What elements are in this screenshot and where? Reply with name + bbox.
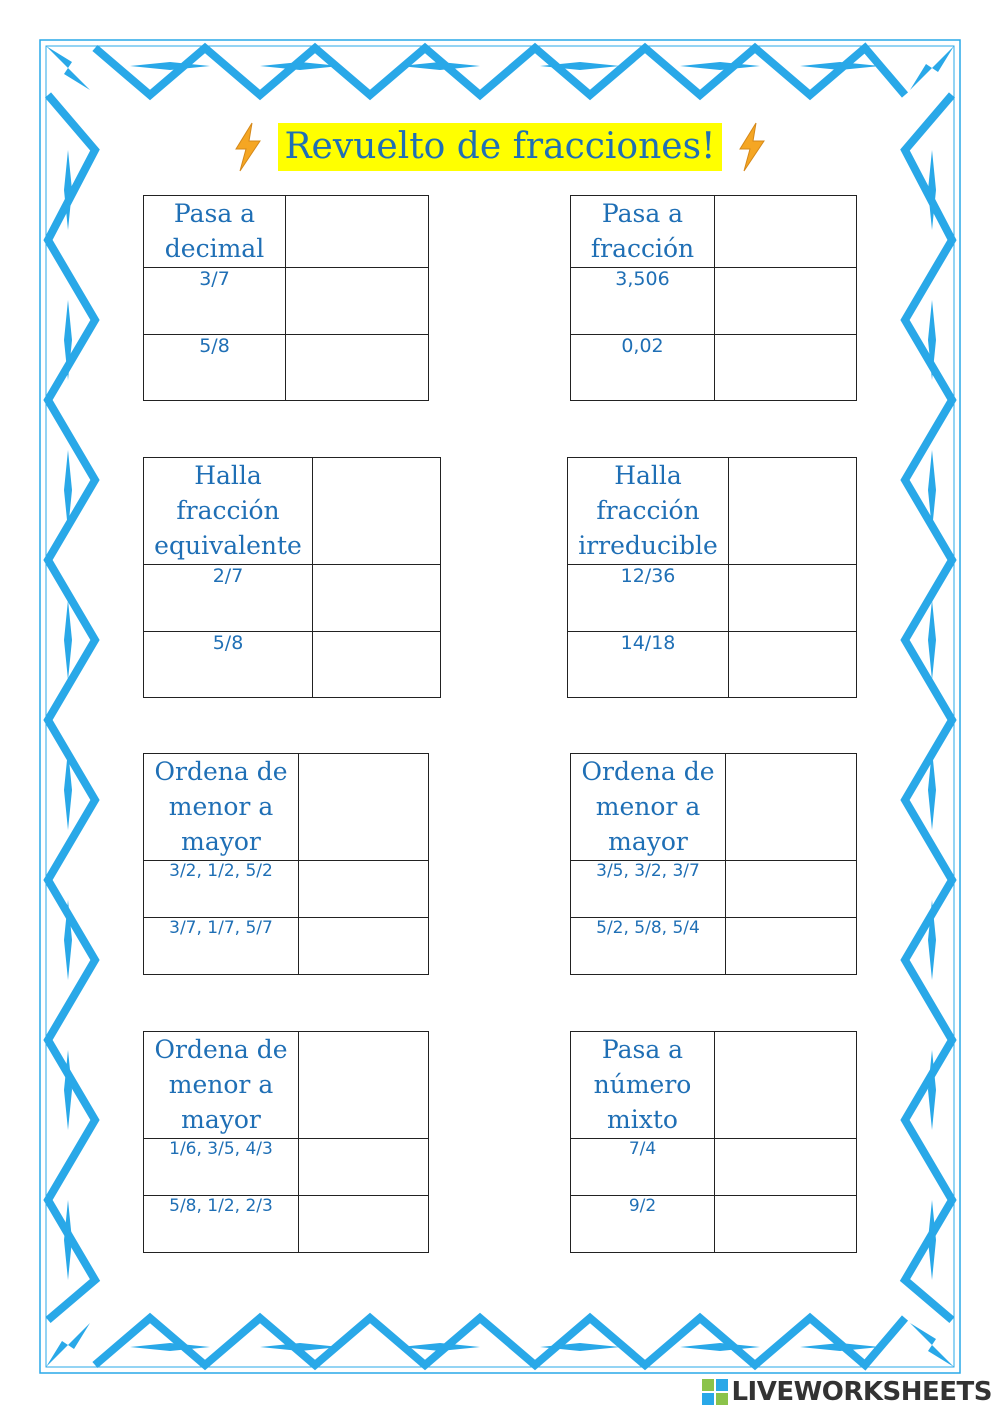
- prompt-value: 12/36: [568, 565, 729, 632]
- answer-field[interactable]: [313, 458, 441, 565]
- prompt-value: 3/2, 1/2, 5/2: [144, 861, 299, 918]
- prompt-value: 7/4: [571, 1139, 715, 1196]
- box-header: Ordena de menor a mayor: [144, 1032, 299, 1139]
- answer-field[interactable]: [299, 1139, 429, 1196]
- answer-field[interactable]: [715, 196, 857, 268]
- liveworksheets-logo[interactable]: [702, 1375, 992, 1409]
- prompt-value: 14/18: [568, 632, 729, 698]
- answer-field[interactable]: [299, 861, 429, 918]
- answer-field[interactable]: [715, 335, 857, 401]
- answer-field[interactable]: [715, 1032, 857, 1139]
- title-row: [0, 112, 1000, 182]
- prompt-value: 5/8, 1/2, 2/3: [144, 1196, 299, 1253]
- answer-field[interactable]: [715, 1139, 857, 1196]
- prompt-value: 3/5, 3/2, 3/7: [571, 861, 726, 918]
- prompt-value: 5/8: [144, 632, 313, 698]
- answer-field[interactable]: [726, 918, 857, 975]
- exercise-box-decimal: [143, 195, 429, 401]
- answer-field[interactable]: [729, 632, 857, 698]
- answer-field[interactable]: [299, 1032, 429, 1139]
- answer-field[interactable]: [726, 861, 857, 918]
- prompt-value: 0,02: [571, 335, 715, 401]
- exercise-box-mixed-number: [570, 1031, 857, 1253]
- answer-field[interactable]: [729, 565, 857, 632]
- prompt-value: 5/8: [144, 335, 286, 401]
- prompt-value: 2/7: [144, 565, 313, 632]
- answer-field[interactable]: [715, 268, 857, 335]
- box-header: Pasa a fracción: [571, 196, 715, 268]
- answer-field[interactable]: [299, 918, 429, 975]
- prompt-value: 9/2: [571, 1196, 715, 1253]
- box-header: Ordena de menor a mayor: [571, 754, 726, 861]
- lightning-bolt-icon: [228, 121, 268, 173]
- exercise-box-equivalent: [143, 457, 441, 698]
- exercise-box-order-2: [570, 753, 857, 975]
- exercise-box-order-1: [143, 753, 429, 975]
- prompt-value: 3/7, 1/7, 5/7: [144, 918, 299, 975]
- exercise-box-irreducible: [567, 457, 857, 698]
- answer-field[interactable]: [729, 458, 857, 565]
- box-header: Halla fracción irreducible: [568, 458, 729, 565]
- box-header: Pasa a decimal: [144, 196, 286, 268]
- answer-field[interactable]: [715, 1196, 857, 1253]
- exercise-box-order-3: [143, 1031, 429, 1253]
- box-header: Halla fracción equivalente: [144, 458, 313, 565]
- answer-field[interactable]: [726, 754, 857, 861]
- prompt-value: 3,506: [571, 268, 715, 335]
- answer-field[interactable]: [286, 335, 429, 401]
- prompt-value: 5/2, 5/8, 5/4: [571, 918, 726, 975]
- answer-field[interactable]: [286, 196, 429, 268]
- prompt-value: 1/6, 3/5, 4/3: [144, 1139, 299, 1196]
- worksheet-title: Revuelto de fracciones!: [278, 123, 721, 171]
- logo-text: LIVEWORKSHEETS: [731, 1377, 992, 1407]
- answer-field[interactable]: [313, 565, 441, 632]
- answer-field[interactable]: [299, 1196, 429, 1253]
- answer-field[interactable]: [313, 632, 441, 698]
- box-header: Ordena de menor a mayor: [144, 754, 299, 861]
- liveworksheets-logo-icon: [702, 1379, 728, 1405]
- exercise-box-fraction: [570, 195, 857, 401]
- prompt-value: 3/7: [144, 268, 286, 335]
- box-header: Pasa a número mixto: [571, 1032, 715, 1139]
- lightning-bolt-icon: [732, 121, 772, 173]
- answer-field[interactable]: [286, 268, 429, 335]
- answer-field[interactable]: [299, 754, 429, 861]
